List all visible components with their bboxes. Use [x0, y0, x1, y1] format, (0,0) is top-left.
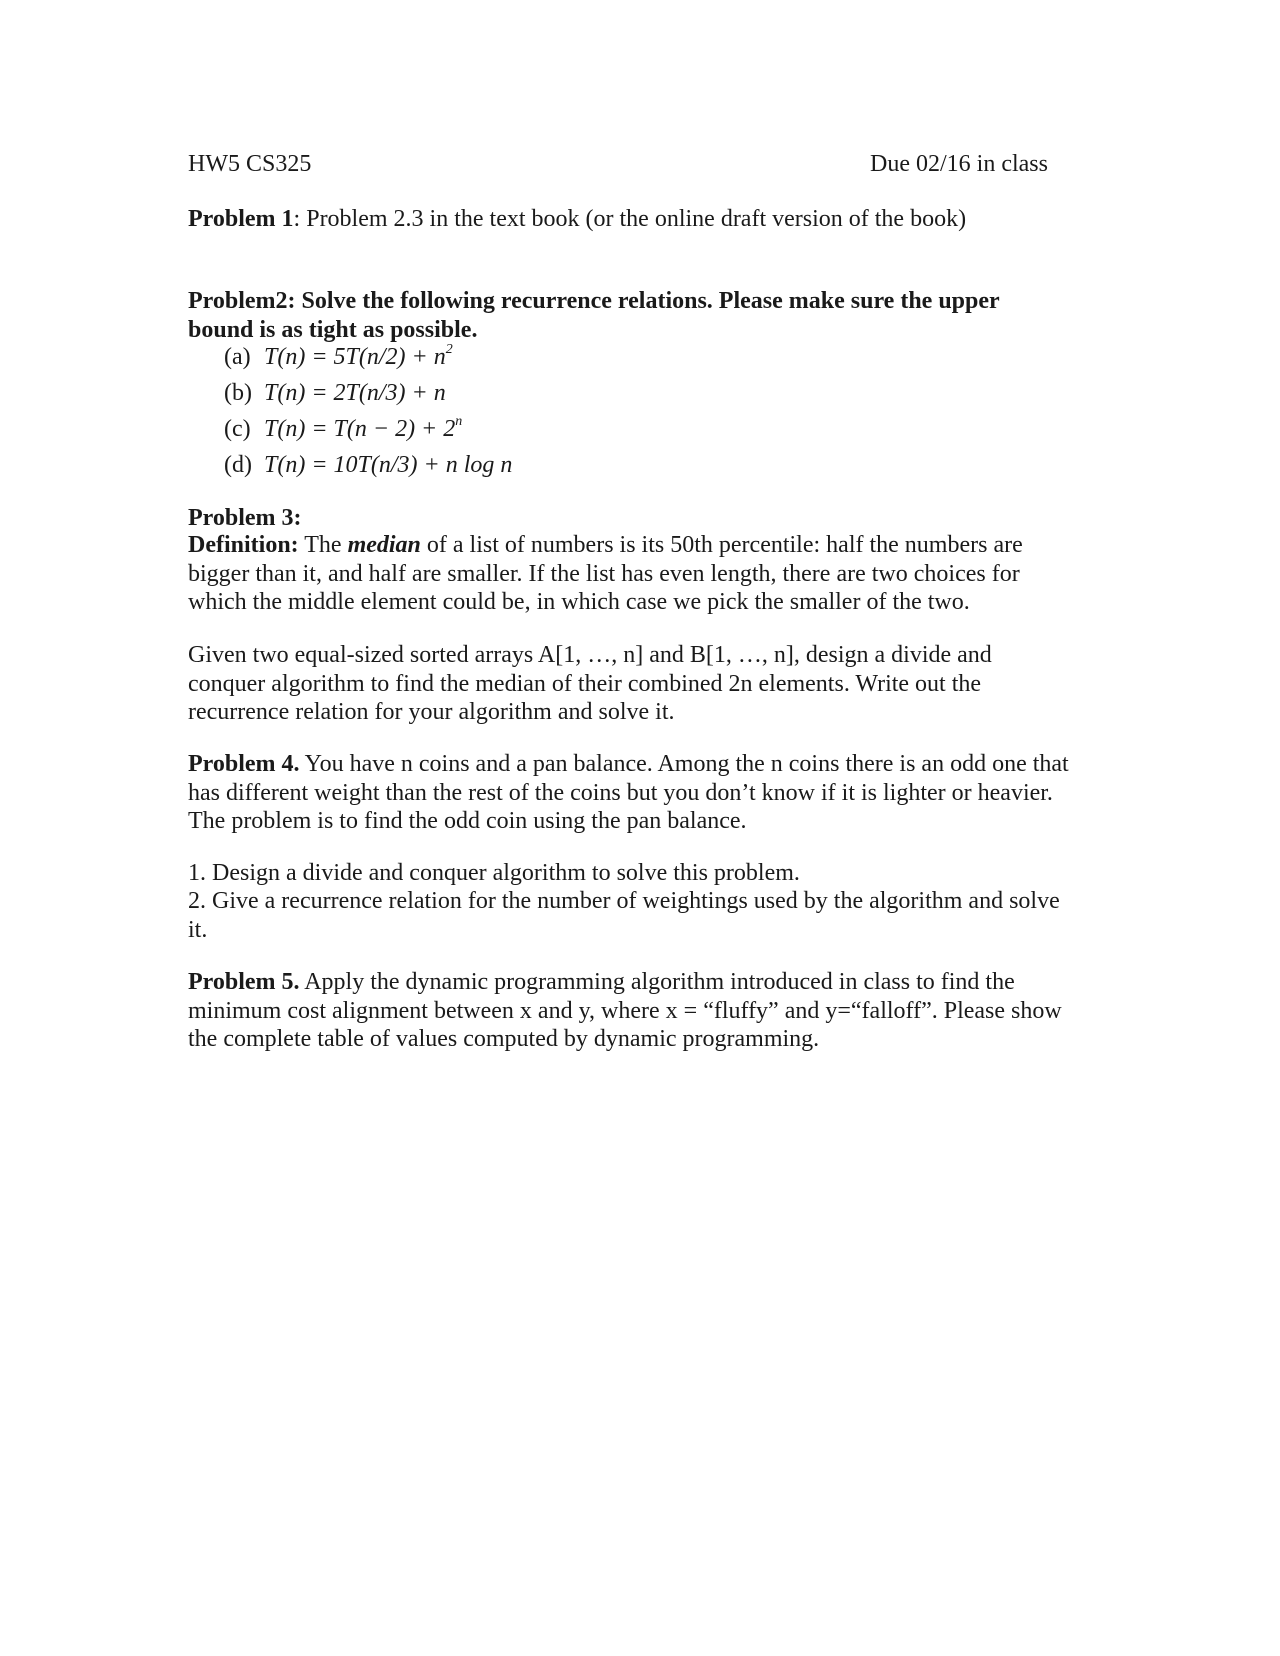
problem-4-step-2: 2. Give a recurrence relation for the number of weightings used by the algorithm and solve it.	[188, 888, 1060, 943]
recurrence-c: $T(n) = T(n - 2) + 2^n$	[264, 414, 463, 442]
problem-5-label: Problem 5.	[188, 969, 300, 995]
problem-1-text: : Problem 2.3 in the text book (or the online draft version of the book)	[293, 206, 967, 232]
course-header: HW5 CS325	[188, 151, 312, 177]
problem-3-heading: Problem 3:	[188, 505, 302, 531]
problem-1	[188, 205, 1088, 234]
recurrence-a: $T(n) = 5T(n/2) + n^2$	[264, 342, 453, 370]
problem-4-label: Problem 4.	[188, 751, 300, 777]
problem-2-heading: Problem2: Solve the following recurrence relations. Please make sure the upper bound is as tight as possible.	[188, 288, 1000, 343]
problem-3-body: Given two equal-sized sorted arrays A[1, …, n] and B[1, …, n], design a divide and conquer algorithm to find the median of their combined 2n elements. Write out the recurrence relation for your algorithm and solve it.	[188, 642, 992, 725]
problem-4-step-1: 1. Design a divide and conquer algorithm to solve this problem.	[188, 860, 800, 886]
recurrence-item-a: (a) $T(n) = 5T(n/2) + n^2$	[224, 342, 453, 370]
problem-1-label: Problem 1	[188, 206, 294, 232]
recurrence-b: T(n) = 2T(n/3) + n	[264, 380, 446, 406]
recurrence-d: T(n) = 10T(n/3) + n log n	[264, 452, 513, 478]
problem-4-text: You have n coins and a pan balance. Among the n coins there is an odd one that has different weight than the rest of the coins but you don’t know if it is lighter or heavier. The problem is to find the odd coin using the pan balance.	[188, 751, 1069, 834]
due-date: Due 02/16 in class	[870, 151, 1048, 177]
problem-5	[188, 968, 1068, 1054]
median-term: median	[347, 532, 421, 558]
recurrence-item-d: (d) T(n) = 10T(n/3) + n log n	[224, 452, 513, 478]
median-definition: Definition: The median of a list of numbers is its 50th percentile: half the numbers are bigger than it, and half are smaller. If the list has even length, there are two choices for which the middle element could be, in which case we pick the smaller of the two.	[188, 532, 1023, 615]
recurrence-item-b: (b) T(n) = 2T(n/3) + n	[224, 380, 446, 406]
problem-4	[188, 750, 1093, 836]
problem-5-text: Apply the dynamic programming algorithm introduced in class to find the minimum cost alignment between x and y, where x = “fluffy” and y=“falloff”. Please show the complete table of values computed by dynamic programming.	[188, 969, 1062, 1052]
recurrence-list	[224, 339, 512, 483]
recurrence-item-c: (c) $T(n) = T(n - 2) + 2^n$	[224, 414, 463, 442]
